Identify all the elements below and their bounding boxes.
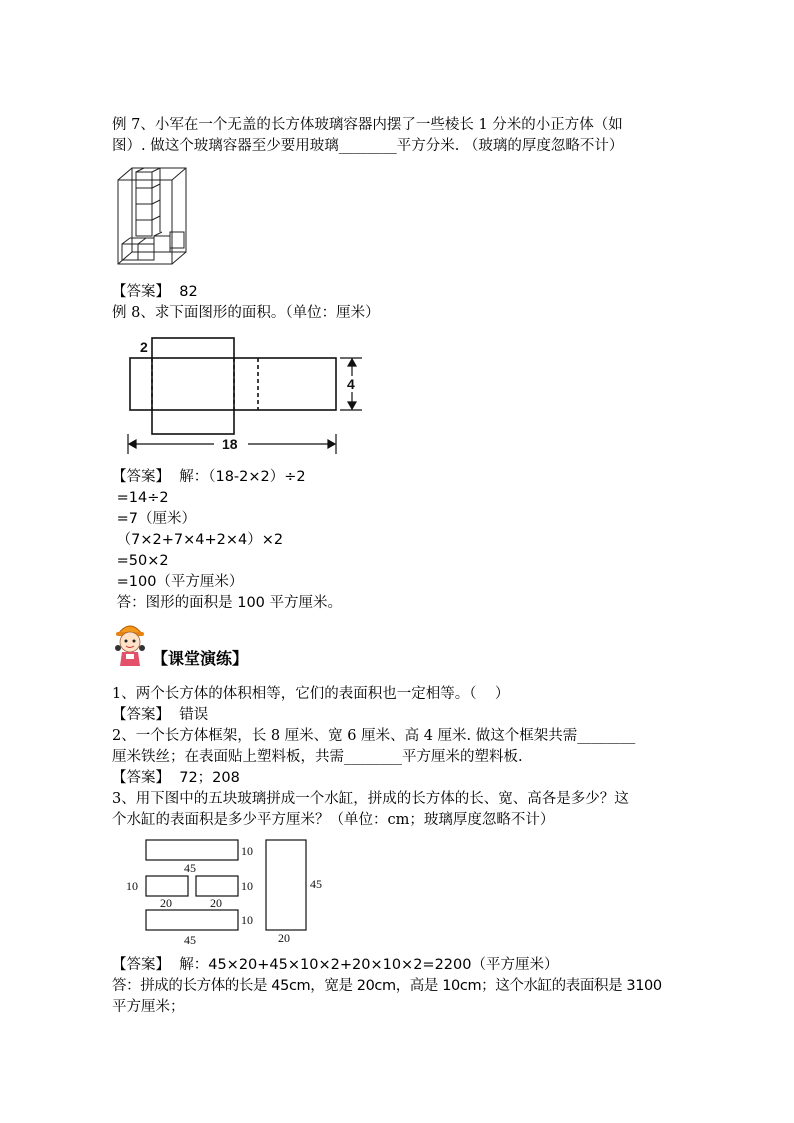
net-label-right: 4 <box>347 376 355 392</box>
example8-answer-line6: =100（平方厘米） <box>112 574 244 590</box>
panel-label-2: 45 <box>184 861 196 875</box>
net-figure <box>118 330 368 458</box>
student-mascot-icon <box>112 618 148 668</box>
glass-panel-small-right <box>196 876 238 896</box>
net-label-top: 2 <box>140 339 148 355</box>
glass-panel-top <box>146 840 238 860</box>
practice-a3-line2: 答：拼成的长方体的长是 45cm，宽是 20cm，高是 10cm；这个水缸的表面积是 3100 <box>112 978 662 994</box>
example7-answer: 【答案】 82 <box>112 284 198 300</box>
example8-answer-line2: =14÷2 <box>112 490 169 506</box>
cube-container-figure <box>116 166 190 266</box>
practice-q2-line1: 2、一个长方体框架，长 8 厘米、宽 6 厘米、高 4 厘米. 做这个框架共需________ <box>112 728 636 744</box>
panel-label-3: 10 <box>126 879 138 893</box>
practice-a2: 【答案】 72；208 <box>112 770 240 786</box>
panel-label-4: 20 <box>160 896 172 910</box>
glass-panels-figure <box>120 834 340 950</box>
glass-panel-tall <box>266 840 306 930</box>
glass-panel-bottom <box>146 910 238 930</box>
practice-q3-line1: 3、用下图中的五块玻璃拼成一个水缸，拼成的长方体的长、宽、高各是多少？这 <box>112 791 629 807</box>
panel-label-5: 20 <box>210 896 222 910</box>
practice-a3-line3: 平方厘米； <box>112 999 185 1015</box>
glass-panel-small-left <box>146 876 188 896</box>
panel-label-7: 10 <box>241 913 253 927</box>
example8-answer-line5: =50×2 <box>112 553 169 569</box>
example8-answer-line1: 【答案】 解：（18-2×2）÷2 <box>112 469 306 485</box>
practice-a1: 【答案】 错误 <box>112 707 209 723</box>
panel-label-10: 20 <box>278 931 290 945</box>
example7-question-line2: 图）. 做这个玻璃容器至少要用玻璃________平方分米. （玻璃的厚度忽略不计） <box>112 138 624 154</box>
section-title: 【课堂演练】 <box>152 649 249 668</box>
practice-a3-line1: 【答案】 解：45×20+45×10×2+20×10×2=2200（平方厘米） <box>112 957 559 973</box>
panel-label-9: 45 <box>310 877 322 891</box>
panel-label-8: 45 <box>184 933 196 947</box>
panel-label-6: 10 <box>241 879 253 893</box>
example8-answer-line7: 答：图形的面积是 100 平方厘米。 <box>112 595 343 611</box>
practice-q1: 1、两个长方体的体积相等，它们的表面积也一定相等。（ ） <box>112 686 510 702</box>
net-label-bottom: 18 <box>222 436 238 452</box>
example7-question-line1: 例 7、小军在一个无盖的长方体玻璃容器内摆了一些棱长 1 分米的小正方体（如 <box>112 117 623 133</box>
example8-answer-line3: =7（厘米） <box>112 511 196 527</box>
practice-q2-line2: 厘米铁丝；在表面贴上塑料板，共需________平方厘米的塑料板. <box>112 749 523 765</box>
practice-q3-line2: 个水缸的表面积是多少平方厘米？（单位：cm；玻璃厚度忽略不计） <box>112 812 555 828</box>
example8-answer-line4: （7×2+7×4+2×4）×2 <box>112 532 284 548</box>
panel-label-1: 10 <box>241 844 253 858</box>
example8-title: 例 8、求下面图形的面积。（单位：厘米） <box>112 305 380 321</box>
